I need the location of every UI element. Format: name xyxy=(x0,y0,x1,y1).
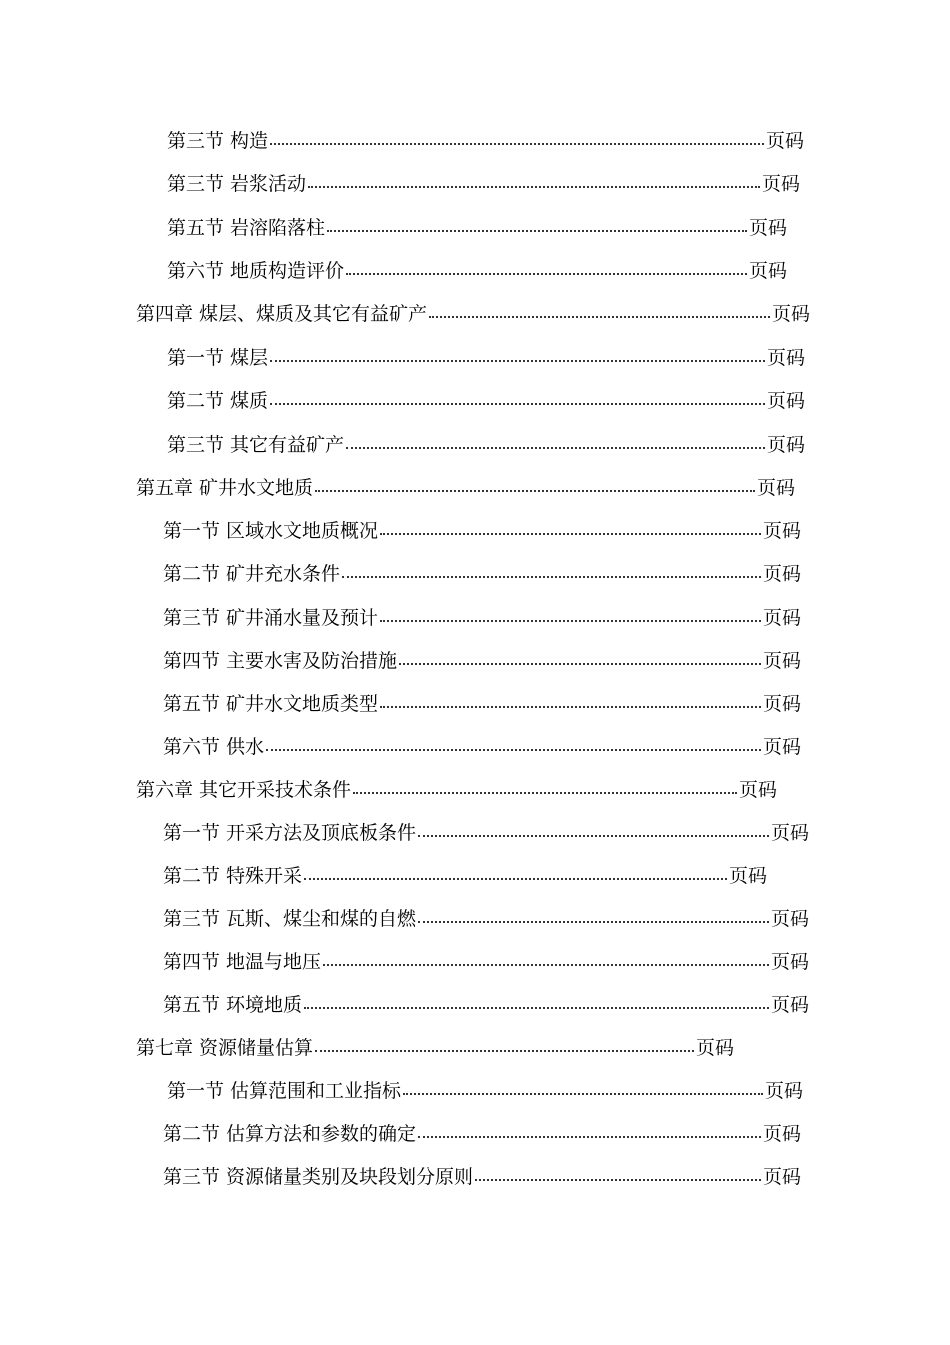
toc-dot-leader xyxy=(304,990,769,1020)
toc-dot-leader xyxy=(418,1119,761,1149)
toc-entry xyxy=(167,169,800,199)
toc-entry xyxy=(163,732,801,762)
toc-entry xyxy=(163,904,809,934)
toc-entry-page: 页码 xyxy=(762,736,801,758)
toc-entry-page: 页码 xyxy=(762,520,801,542)
toc-entry xyxy=(167,256,787,286)
toc-entry-page: 页码 xyxy=(765,130,804,152)
toc-dot-leader xyxy=(346,430,765,460)
toc-entry-title: 第四节 主要水害及防治措施 xyxy=(163,650,398,672)
toc-entry-title: 第三节 其它有益矿产 xyxy=(167,434,345,456)
toc-entry-title: 第三节 构造 xyxy=(167,130,269,152)
toc-dot-leader xyxy=(418,904,769,934)
toc-entry-title: 第一节 煤层 xyxy=(167,347,269,369)
toc-entry xyxy=(163,1162,801,1192)
toc-entry-title: 第四章 煤层、煤质及其它有益矿产 xyxy=(136,303,428,325)
toc-entry-page: 页码 xyxy=(762,607,801,629)
toc-entry xyxy=(167,386,805,416)
toc-dot-leader xyxy=(380,689,761,719)
toc-entry-title: 第一节 估算范围和工业指标 xyxy=(167,1080,402,1102)
toc-dot-leader xyxy=(353,775,737,805)
toc-entry xyxy=(167,213,787,243)
toc-dot-leader xyxy=(308,169,760,199)
toc-entry-title: 第五节 环境地质 xyxy=(163,994,303,1016)
toc-entry-page: 页码 xyxy=(762,563,801,585)
toc-dot-leader xyxy=(418,818,769,848)
toc-entry-page: 页码 xyxy=(770,994,809,1016)
toc-entry-page: 页码 xyxy=(764,1080,803,1102)
toc-entry-title: 第五节 矿井水文地质类型 xyxy=(163,693,379,715)
toc-entry xyxy=(163,559,801,589)
toc-entry xyxy=(167,430,805,460)
toc-dot-leader xyxy=(475,1162,761,1192)
toc-entry-page: 页码 xyxy=(762,693,801,715)
toc-entry-page: 页码 xyxy=(766,390,805,412)
toc-entry-page: 页码 xyxy=(761,173,800,195)
toc-entry-page: 页码 xyxy=(766,434,805,456)
toc-dot-leader xyxy=(346,256,747,286)
toc-chapter-entry xyxy=(136,299,810,329)
toc-entry-title: 第二节 煤质 xyxy=(167,390,269,412)
toc-entry-title: 第四节 地温与地压 xyxy=(163,951,322,973)
toc-dot-leader xyxy=(304,861,727,891)
toc-dot-leader xyxy=(429,299,770,329)
toc-entry-page: 页码 xyxy=(738,779,777,801)
toc-entry-page: 页码 xyxy=(748,260,787,282)
toc-entry-title: 第五节 岩溶陷落柱 xyxy=(167,217,326,239)
toc-dot-leader xyxy=(380,603,761,633)
toc-dot-leader xyxy=(327,213,747,243)
toc-dot-leader xyxy=(323,947,769,977)
toc-entry-title: 第三节 资源储量类别及块段划分原则 xyxy=(163,1166,474,1188)
toc-entry-page: 页码 xyxy=(762,1166,801,1188)
toc-entry-title: 第一节 区域水文地质概况 xyxy=(163,520,379,542)
toc-dot-leader xyxy=(403,1076,763,1106)
toc-entry xyxy=(163,603,801,633)
toc-entry xyxy=(167,1076,803,1106)
toc-entry xyxy=(167,343,805,373)
toc-entry-page: 页码 xyxy=(762,650,801,672)
toc-dot-leader xyxy=(266,732,761,762)
toc-entry xyxy=(163,861,767,891)
toc-entry-title: 第三节 瓦斯、煤尘和煤的自燃 xyxy=(163,908,417,930)
toc-entry-title: 第一节 开采方法及顶底板条件 xyxy=(163,822,417,844)
toc-entry xyxy=(163,1119,801,1149)
toc-entry xyxy=(163,689,801,719)
toc-dot-leader xyxy=(315,1033,694,1063)
toc-dot-leader xyxy=(270,343,765,373)
toc-entry-title: 第二节 特殊开采 xyxy=(163,865,303,887)
toc-entry-title: 第二节 估算方法和参数的确定 xyxy=(163,1123,417,1145)
toc-entry-page: 页码 xyxy=(762,1123,801,1145)
toc-entry-title: 第二节 矿井充水条件 xyxy=(163,563,341,585)
toc-entry-title: 第七章 资源储量估算 xyxy=(136,1037,314,1059)
toc-dot-leader xyxy=(342,559,761,589)
toc-dot-leader xyxy=(399,646,761,676)
toc-entry xyxy=(167,126,804,156)
toc-entry xyxy=(163,947,809,977)
toc-entry-page: 页码 xyxy=(748,217,787,239)
toc-dot-leader xyxy=(380,516,761,546)
toc-entry-page: 页码 xyxy=(770,908,809,930)
toc-entry-title: 第五章 矿井水文地质 xyxy=(136,477,314,499)
toc-entry-page: 页码 xyxy=(756,477,795,499)
toc-entry xyxy=(163,818,809,848)
toc-entry-title: 第六章 其它开采技术条件 xyxy=(136,779,352,801)
toc-chapter-entry xyxy=(136,1033,734,1063)
toc-entry-title: 第六节 地质构造评价 xyxy=(167,260,345,282)
toc-dot-leader xyxy=(270,126,764,156)
toc-entry-page: 页码 xyxy=(771,303,810,325)
toc-entry xyxy=(163,516,801,546)
toc-entry-page: 页码 xyxy=(766,347,805,369)
toc-entry-title: 第六节 供水 xyxy=(163,736,265,758)
toc-entry xyxy=(163,990,809,1020)
toc-entry-title: 第三节 岩浆活动 xyxy=(167,173,307,195)
toc-dot-leader xyxy=(270,386,765,416)
toc-entry-page: 页码 xyxy=(770,951,809,973)
toc-chapter-entry xyxy=(136,473,795,503)
toc-entry-page: 页码 xyxy=(770,822,809,844)
toc-dot-leader xyxy=(315,473,755,503)
toc-entry-page: 页码 xyxy=(695,1037,734,1059)
toc-chapter-entry xyxy=(136,775,777,805)
toc-entry-title: 第三节 矿井涌水量及预计 xyxy=(163,607,379,629)
toc-entry-page: 页码 xyxy=(728,865,767,887)
toc-entry xyxy=(163,646,801,676)
